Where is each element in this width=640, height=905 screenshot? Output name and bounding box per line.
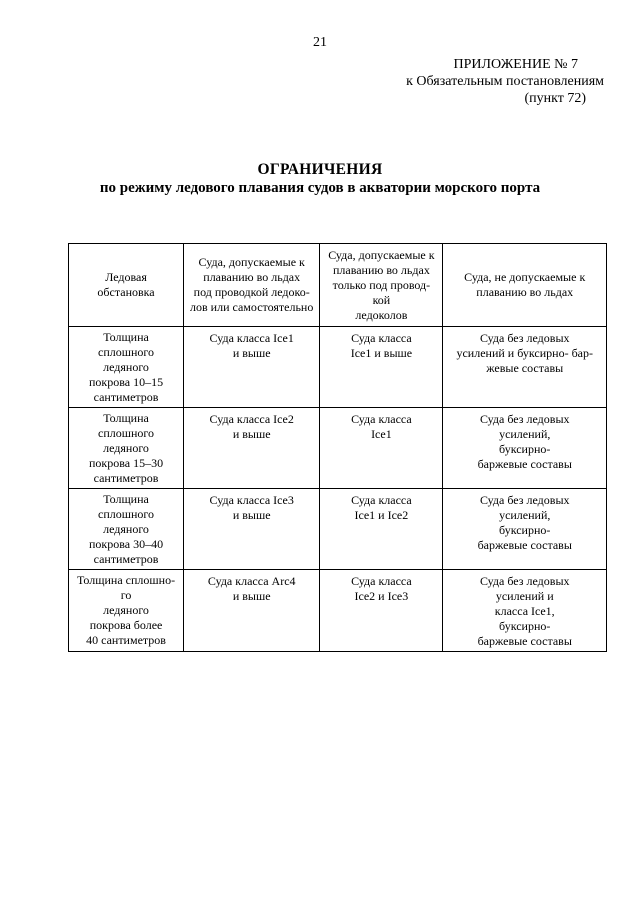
title-subtitle: по режиму ледового плавания судов в акватории морского порта: [99, 180, 541, 196]
cell-ice-conditions: Толщина сплошного ледяного покрова 30–40 сантиметров: [69, 489, 184, 570]
title-main: ОГРАНИЧЕНИЯ: [257, 161, 383, 178]
table-header-row: [69, 244, 607, 327]
cell-allowed-escort-only: Суда класса Ice1: [320, 408, 443, 489]
table-row: [69, 570, 607, 652]
ice-restrictions-table: [68, 243, 607, 652]
cell-ice-conditions: Толщина сплошного ледяного покрова 15–30 сантиметров: [69, 408, 184, 489]
cell-not-allowed: Суда без ледовых усилений, буксирно- баржевые составы: [443, 489, 607, 570]
appendix-block: [406, 56, 604, 107]
cell-allowed-escort-only: Суда класса Ice1 и выше: [320, 327, 443, 408]
cell-allowed-escort-only: Суда класса Ice2 и Ice3: [320, 570, 443, 652]
appendix-reference: к Обязательным постановлениям: [406, 74, 604, 89]
cell-allowed-escort-or-independent: Суда класса Ice1 и выше: [184, 327, 320, 408]
document-title: [0, 161, 640, 197]
header-allowed-escort-only: Суда, допускаемые к плаванию во льдах только под провод- кой ледоколов: [320, 244, 443, 327]
table-row: [69, 489, 607, 570]
cell-not-allowed: Суда без ледовых усилений и буксирно- бар- жевые составы: [443, 327, 607, 408]
page-number: 21: [313, 35, 327, 50]
header-ice-conditions: Ледовая обстановка: [69, 244, 184, 327]
cell-not-allowed: Суда без ледовых усилений, буксирно- баржевые составы: [443, 408, 607, 489]
appendix-clause: (пункт 72): [524, 91, 586, 106]
cell-allowed-escort-or-independent: Суда класса Ice2 и выше: [184, 408, 320, 489]
cell-not-allowed: Суда без ледовых усилений и класса Ice1, буксирно- баржевые составы: [443, 570, 607, 652]
cell-ice-conditions: Толщина сплошного ледяного покрова 10–15 сантиметров: [69, 327, 184, 408]
cell-allowed-escort-or-independent: Суда класса Ice3 и выше: [184, 489, 320, 570]
cell-allowed-escort-only: Суда класса Ice1 и Ice2: [320, 489, 443, 570]
cell-ice-conditions: Толщина сплошно- го ледяного покрова более 40 сантиметров: [69, 570, 184, 652]
cell-allowed-escort-or-independent: Суда класса Arc4 и выше: [184, 570, 320, 652]
table-row: [69, 408, 607, 489]
header-not-allowed: Суда, не допускаемые к плаванию во льдах: [443, 244, 607, 327]
table-row: [69, 327, 607, 408]
appendix-number: ПРИЛОЖЕНИЕ № 7: [453, 57, 578, 72]
header-allowed-escort-or-independent: Суда, допускаемые к плаванию во льдах под проводкой ледоко- лов или самостоятельно: [184, 244, 320, 327]
